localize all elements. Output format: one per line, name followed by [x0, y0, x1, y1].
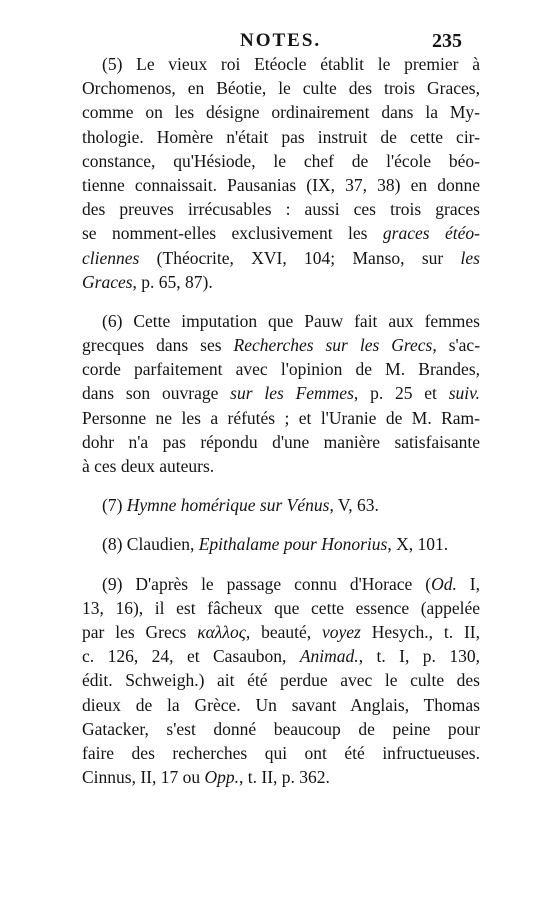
note-9-line-4 — [82, 644, 480, 668]
note-5-line-8 — [82, 221, 480, 245]
note-6-line-6: dohr n'a pas répondu d'une manière satisfaisante — [82, 431, 480, 452]
note-6-italic: suiv. — [448, 383, 481, 404]
note-6-line-1: (6) Cette imputation que Pauw fait aux femmes — [102, 310, 480, 331]
note-6 — [82, 309, 480, 478]
note-7-italic: Hymne homérique sur Vénus — [126, 495, 330, 516]
note-8 — [82, 532, 480, 556]
note-9-line-9 — [82, 765, 480, 789]
note-5-line-3: comme on les désigne ordinairement dans la My- — [82, 102, 480, 123]
note-5-text: se nomment-elles exclusivement les — [82, 223, 368, 244]
note-8-text: , X, 101. — [387, 534, 449, 555]
note-9-text: I, — [456, 573, 481, 594]
note-9 — [82, 572, 480, 790]
note-9-text: Hesych., t. II, — [371, 621, 480, 642]
note-9-italic: voyez — [322, 621, 361, 642]
notes-body — [82, 52, 480, 789]
note-5-italic: Graces — [82, 271, 133, 292]
note-9-italic: Opp. — [204, 767, 240, 788]
note-9-line-6: dieux de la Grèce. Un savant Anglais, Thomas — [82, 694, 480, 715]
note-9-line-8: faire des recherches qui ont été infructueuses. — [82, 742, 480, 763]
note-6-line-3: corde parfaitement avec l'opinion de M. Brandes, — [82, 359, 480, 380]
note-5-line-4: thologie. Homère n'était pas instruit de cette cir- — [82, 126, 480, 147]
note-9-text: par les Grecs — [82, 621, 187, 642]
note-5-line-6: tienne connaissait. Pausanias (IX, 37, 38) en donne — [82, 174, 480, 195]
note-6-text: , p. 25 et — [353, 383, 437, 404]
note-9-line-7: Gatacker, s'est donné beaucoup de peine pour — [82, 718, 480, 739]
note-5-italic: cliennes — [82, 247, 140, 268]
note-9-line-2: 13, 16), il est fâcheux que cette essence (appelée — [82, 597, 480, 618]
note-9-italic: Od. — [431, 573, 457, 594]
note-9-text: , t. I, p. 130, — [358, 646, 480, 667]
running-title: NOTES. — [240, 30, 322, 51]
note-9-italic: Animad. — [299, 646, 359, 667]
note-5-line-5: constance, qu'Hésiode, le chef de l'école béo- — [82, 150, 480, 171]
note-separator — [82, 478, 480, 493]
note-7-line-1 — [82, 493, 480, 517]
note-9-line-3 — [82, 620, 480, 644]
note-6-text: , s'ac- — [432, 335, 481, 356]
note-8-italic: Epithalame pour Honorius — [198, 534, 388, 555]
note-5-italic: les — [460, 247, 480, 268]
note-9-text: , t. II, p. 362. — [239, 767, 330, 788]
note-5-text: (Théocrite, XVI, 104; Manso, sur — [156, 247, 444, 268]
note-8-number: (8) Claudien, — [102, 534, 195, 555]
note-separator — [82, 294, 480, 309]
note-5-italic: graces étéo- — [382, 223, 480, 244]
note-7-number: (7) — [102, 495, 123, 516]
note-5-line-10 — [82, 270, 480, 294]
note-5-line-1: (5) Le vieux roi Etéocle établit le premier à — [102, 54, 480, 74]
note-9-greek: καλλος — [197, 621, 246, 642]
note-9-text: Cinnus, II, 17 ou — [82, 767, 201, 788]
note-separator — [82, 517, 480, 532]
note-5 — [82, 52, 480, 294]
note-9-text: (9) D'après le passage connu d'Horace ( — [102, 573, 432, 594]
note-6-italic: sur les Femmes — [230, 383, 354, 404]
note-5-line-7: des preuves irrécusables : aussi ces trois graces — [82, 199, 480, 220]
note-6-line-4 — [82, 381, 480, 405]
note-7 — [82, 493, 480, 517]
note-6-text: grecques dans ses — [82, 335, 222, 356]
note-6-line-7: à ces deux auteurs. — [82, 456, 215, 476]
note-5-line-9 — [82, 246, 480, 270]
note-6-line-2 — [82, 333, 480, 357]
note-7-text: , V, 63. — [329, 495, 379, 516]
note-5-line-2: Orchomenos, en Béotie, le culte des trois Graces, — [82, 78, 480, 99]
note-6-line-5: Personne ne les a réfutés ; et l'Uranie de M. Ram- — [82, 407, 480, 428]
note-9-text: c. 126, 24, et Casaubon, — [82, 646, 287, 667]
note-8-line-1 — [82, 532, 480, 556]
note-separator — [82, 557, 480, 572]
note-5-text: , p. 65, 87). — [132, 271, 213, 292]
note-6-text: dans son ouvrage — [82, 383, 219, 404]
note-6-italic: Recherches sur les Grecs — [233, 335, 433, 356]
page-header — [0, 24, 539, 54]
note-9-line-1 — [82, 572, 480, 596]
page-number: 235 — [432, 30, 462, 52]
note-9-text: , beauté, — [245, 621, 312, 642]
note-9-line-5: édit. Schweigh.) ait été perdue avec le culte des — [82, 670, 480, 691]
